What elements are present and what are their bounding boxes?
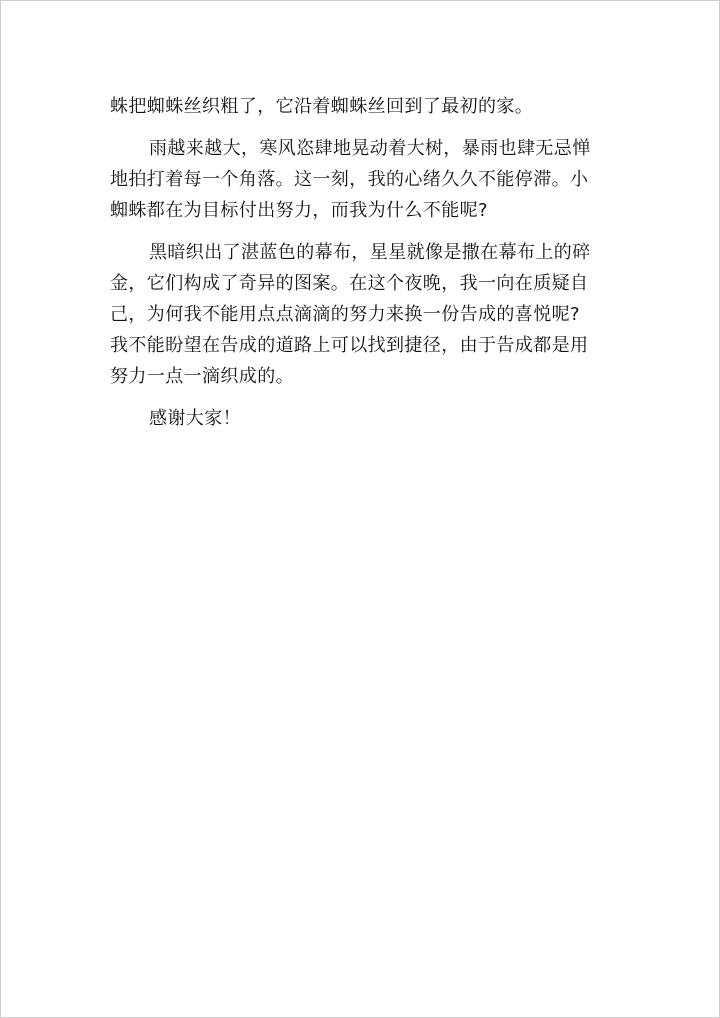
paragraph-3-line-3: 己，为何我不能用点点滴滴的努力来换一份告成的喜悦呢? bbox=[110, 304, 580, 325]
paragraph-2-line-1: 雨越来越大，寒风恣肆地晃动着大树，暴雨也肆无忌惮 bbox=[149, 138, 591, 159]
paragraph-4-line-1: 感谢大家！ bbox=[149, 408, 241, 429]
document-body bbox=[110, 91, 615, 434]
paragraph-2 bbox=[110, 133, 615, 226]
paragraph-3-line-1: 黑暗织出了湛蓝色的幕布，星星就像是撒在幕布上的碎 bbox=[149, 242, 591, 263]
paragraph-3 bbox=[110, 237, 615, 392]
paragraph-2-line-2: 地拍打着每一个角落。这一刻，我的心绪久久不能停滞。小 bbox=[110, 169, 589, 190]
paragraph-4 bbox=[110, 403, 615, 434]
paragraph-1-line-1: 蛛把蜘蛛丝织粗了，它沿着蜘蛛丝回到了最初的家。 bbox=[110, 96, 534, 117]
paragraph-2-line-3: 蜘蛛都在为目标付出努力，而我为什么不能呢? bbox=[110, 200, 488, 221]
paragraph-3-line-5: 努力一点一滴织成的。 bbox=[110, 366, 294, 387]
paragraph-3-line-2: 金，它们构成了奇异的图案。在这个夜晚，我一向在质疑自 bbox=[110, 273, 589, 294]
paragraph-3-line-4: 我不能盼望在告成的道路上可以找到捷径，由于告成都是用 bbox=[110, 335, 589, 356]
